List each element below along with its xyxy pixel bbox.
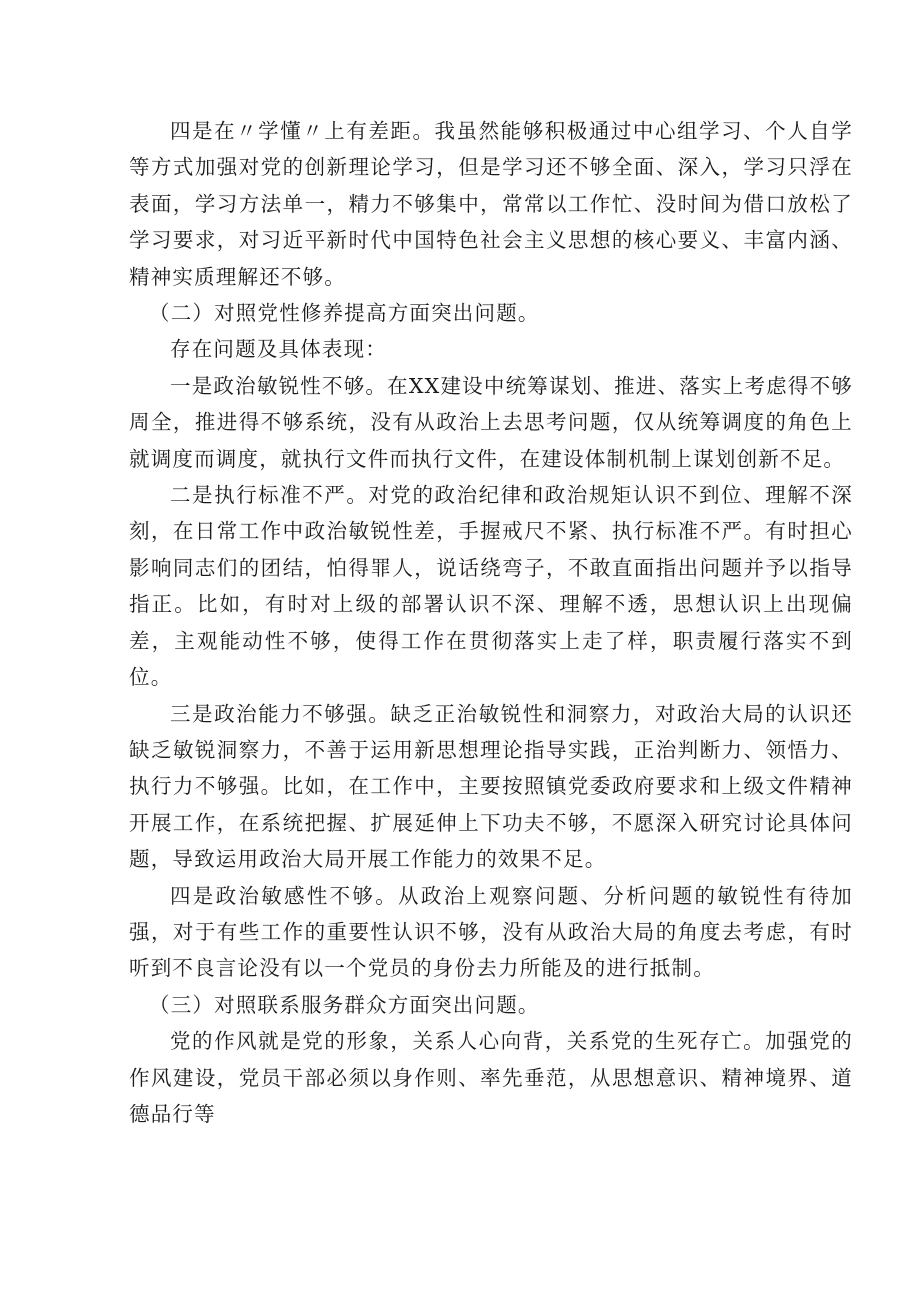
paragraph-problems-intro: 存在问题及具体表现： <box>170 337 387 362</box>
section-heading-serving-masses: （三）对照联系服务群众方面突出问题。 <box>149 992 540 1017</box>
section-heading-party-spirit: （二）对照党性修养提高方面突出问题。 <box>149 301 540 326</box>
paragraph-political-awareness: 四是政治敏感性不够。从政治上观察问题、分析问题的敏锐性有待加强，对于有些工作的重要性认识不够，没有从政治大局的角度去考虑，有时听到不良言论没有以一个党员的身份去力所能及的进行抵制。 <box>129 883 853 981</box>
paragraph-political-sensitivity: 一是政治敏锐性不够。在XX建设中统筹谋划、推进、落实上考虑得不够周全，推进得不够系统，没有从政治上去思考问题，仅从统筹调度的角色上就调度而调度，就执行文件而执行文件，在建设体制机制上谋划创新不足。 <box>129 373 853 471</box>
paragraph-party-style: 党的作风就是党的形象，关系人心向背，关系党的生死存亡。加强党的作风建设，党员干部必须以身作则、率先垂范，从思想意识、精神境界、道德品行等 <box>129 1029 853 1126</box>
paragraph-standards: 二是执行标准不严。对党的政治纪律和政治规矩认识不到位、理解不深刻，在日常工作中政治敏锐性差，手握戒尺不紧、执行标准不严。有时担心影响同志们的团结，怕得罪人，说话绕弯子，不敢直面指出问题并予以指导指正。比如，有时对上级的部署认识不深、理解不透，思想认识上出现偏差，主观能动性不够，使得工作在贯彻落实上走了样，职责履行落实不到位。 <box>129 483 853 690</box>
paragraph-political-ability: 三是政治能力不够强。缺乏正治敏锐性和洞察力，对政治大局的认识还缺乏敏锐洞察力，不善于运用新思想理论指导实践，正治判断力、领悟力、执行力不够强。比如，在工作中，主要按照镇党委政府要求和上级文件精神开展工作，在系统把握、扩展延伸上下功夫不够，不愿深入研究讨论具体问题，导致运用政治大局开展工作能力的效果不足。 <box>129 701 853 872</box>
document-body <box>129 113 853 1132</box>
paragraph-study-gap: 四是在〃学懂〃上有差距。我虽然能够积极通过中心组学习、个人自学等方式加强对党的创新理论学习，但是学习还不够全面、深入，学习只浮在表面，学习方法单一，精力不够集中，常常以工作忙、没时间为借口放松了学习要求，对习近平新时代中国特色社会主义思想的核心要义、丰富内涵、精神实质理解还不够。 <box>129 119 853 289</box>
